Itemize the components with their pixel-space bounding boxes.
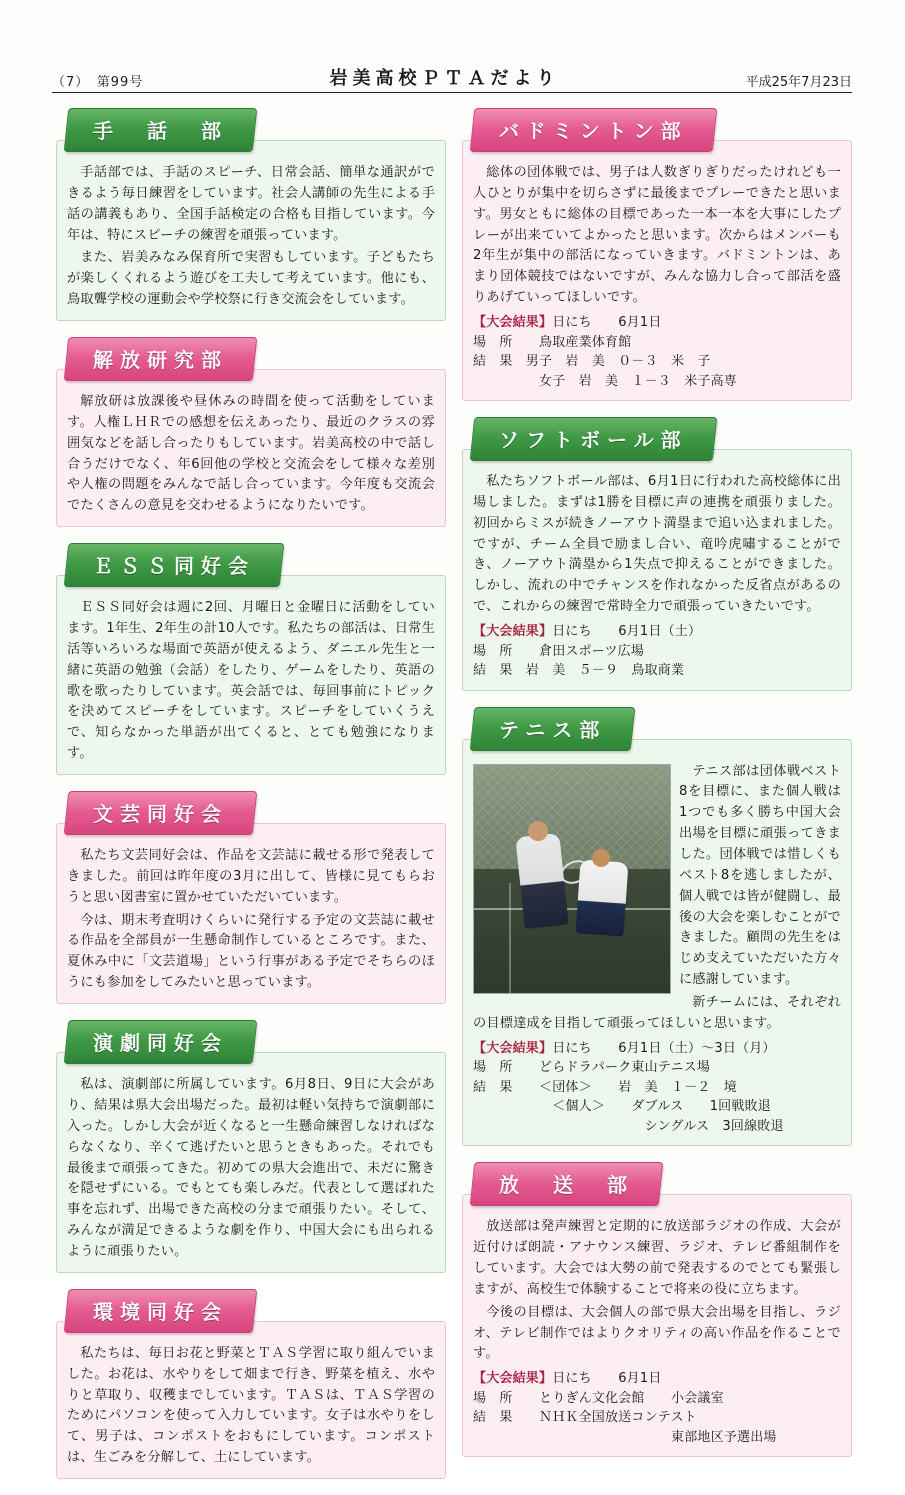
- result-row: 場 所 どらドラパーク東山テニス場: [473, 1060, 711, 1076]
- competition-result: [473, 1369, 841, 1447]
- article-shuwa-bu: [56, 108, 446, 321]
- article-tennis-bu: [462, 707, 852, 1147]
- tennis-match-photo: [473, 764, 671, 994]
- paragraph: 今は、期末考査明けくらいに発行する予定の文芸誌に載せる作品を全部員が一生懸命制作しているところです。また、夏休み中に「文芸道場」という行事がある予定でそちらのほうにも参加をしてみたいと思っています。: [67, 912, 435, 991]
- banner-wrap: [472, 707, 852, 753]
- player-figure: [575, 859, 628, 936]
- banner-wrap: [66, 337, 446, 383]
- banner-wrap: [66, 543, 446, 589]
- result-row: 日にち 6月1日（土）: [552, 624, 702, 640]
- right-column: [462, 108, 852, 1473]
- paragraph: テニス部は団体戦ベスト8を目標に、また個人戦は1つでも多く勝ち中国大会出場を目標に頑張ってきました。団体戦では惜しくもベスト8を逃しましたが、個人戦では皆が健闘し、最後の大会を楽しむことができました。顧問の先生をはじめ支えていただいた方々に感謝しています。: [679, 763, 841, 988]
- banner-wrap: [472, 1162, 852, 1208]
- paragraph: 私たち文芸同好会は、作品を文芸誌に載せる形で発表してきました。前回は昨年度の3月に出して、皆様に見てもらおうと思い図書室に置かせていただいています。: [67, 848, 435, 905]
- result-row: 場 所 とりぎん文化会館 小会議室: [473, 1390, 724, 1406]
- article-engeki-doukoukai: [56, 1020, 446, 1273]
- left-column: [56, 108, 446, 1495]
- article-bungei-doukoukai: [56, 791, 446, 1004]
- article-body: [462, 449, 852, 691]
- article-title-banner: ＥＳＳ同好会: [64, 543, 285, 587]
- result-label: 【大会結果】: [473, 315, 553, 331]
- result-row: 日にち 6月1日: [552, 315, 662, 331]
- court-surface: [474, 869, 670, 992]
- result-row: 東部地区予選出場: [473, 1429, 777, 1445]
- article-title-banner: 手 話 部: [64, 108, 258, 152]
- article-kaihou-kenkyuu-bu: [56, 337, 446, 527]
- article-body: [56, 1052, 446, 1273]
- competition-result: [473, 313, 841, 391]
- result-row: 場 所 鳥取産業体育館: [473, 334, 632, 350]
- banner-wrap: [472, 108, 852, 154]
- paragraph: ＥＳＳ同好会は週に2回、月曜日と金曜日に活動をしています。1年生、2年生の計10人です。私たちの部活は、日常生活等いろいろな場面で英語が使えるよう、ダニエル先生と一緒に英語の勉強（会話）をしたり、ゲームをしたり、英語の歌を歌ったりしています。英会話では、毎回事前にトピックを決めてスピーチをしています。スピーチをしていくうえで、知らなかった単語が出てくると、とても勉強になります。: [67, 600, 435, 762]
- player-head: [592, 849, 610, 867]
- article-body: [56, 823, 446, 1004]
- banner-wrap: [66, 108, 446, 154]
- article-title-banner: 環境同好会: [64, 1289, 258, 1333]
- paragraph: 今後の目標は、大会個人の部で県大会出場を目指し、ラジオ、テレビ制作ではよりクオリティの高い作品を作ることです。: [473, 1304, 841, 1362]
- article-housou-bu: [462, 1162, 852, 1457]
- result-row: 日にち 6月1日: [552, 1371, 662, 1387]
- competition-result: [473, 622, 841, 681]
- paragraph: 私たちは、毎日お花と野菜とＴＡＳ学習に取り組んでいました。お花は、水やりをして畑まで行き、野菜を植え、水やりと草取り、収穫までしています。ＴＡＳは、ＴＡＳ学習のためにパソコンを使って入力しています。女子は水やりをして、男子は、コンポストをおもにしています。コンポストは、生ごみを分解して、土にしています。: [67, 1345, 435, 1466]
- banner-wrap: [66, 791, 446, 837]
- result-row: シングルス 3回線敗退: [473, 1118, 784, 1134]
- result-label: 【大会結果】: [473, 1371, 553, 1387]
- paragraph: また、岩美みなみ保育所で実習もしています。子どもたちが楽しくくれるよう遊びを工夫して考えています。他にも、鳥取聾学校の運動会や学校祭に行き交流会をしています。: [67, 250, 435, 308]
- court-line: [509, 883, 511, 992]
- banner-wrap: [66, 1289, 446, 1335]
- court-line: [474, 908, 670, 910]
- paragraph: 私たちソフトボール部は、6月1日に行われた高校総体に出場しました。まずは1勝を目標に声の連携を頑張りました。初回からミスが続きノーアウト満塁まで追い込まれました。ですが、チーム全員で励まし合い、竜吟虎嘯することができ、ノーアウト満塁から1失点で抑えることができました。しかし、流れの中でチャンスを作れなかった反省点があるので、これからの練習で常時全力で頑張っていきたいです。: [473, 474, 841, 615]
- article-title-banner: 文芸同好会: [64, 791, 258, 835]
- paragraph: 放送部は発声練習と定期的に放送部ラジオの作成、大会が近付けば朗読・アナウンス練習、ラジオ、テレビ番組制作をしています。大会では大勢の前で発表するのでとても緊張しますが、高校生で体験することで将来の役に立ちます。: [473, 1219, 841, 1297]
- result-row: 結 果 ＜団体＞ 岩 美 １－２ 境: [473, 1079, 738, 1095]
- article-title-banner: ソフトボール部: [470, 417, 717, 461]
- paragraph: 手話部では、手話のスピーチ、日常会話、簡単な通訳ができるよう毎日練習をしています。社会人講師の先生による手話の講義もあり、全国手話検定の合格も目指しています。今年は、特にスピーチの練習を頑張っています。: [67, 165, 435, 243]
- article-badminton-bu: [462, 108, 852, 401]
- article-body: [56, 1321, 446, 1479]
- paragraph: 解放研は放課後や昼休みの時間を使って活動をしています。人権ＬＨＲでの感想を伝えあったり、最近のクラスの雰囲気などを話し合ったりもしています。岩美高校の中で話し合うだけでなく、年6回他の学校と交流会をして様々な差別や人権の問題をみんなで話し合っています。今年度も交流会でたくさんの意見を交わせるようになりたいです。: [67, 394, 435, 514]
- article-title-banner: 解放研究部: [64, 337, 258, 381]
- banner-wrap: [66, 1020, 446, 1066]
- article-ess-doukoukai: [56, 543, 446, 775]
- fence-pattern: [474, 765, 670, 870]
- result-row: 場 所 倉田スポーツ広場: [473, 643, 645, 659]
- player-head: [528, 821, 548, 841]
- article-body: [462, 739, 852, 1147]
- result-row: 日にち 6月1日（土）～3日（月）: [552, 1040, 776, 1056]
- page-header: [52, 62, 852, 90]
- result-row: 結 果 ＮＨＫ全国放送コンテスト: [473, 1410, 697, 1426]
- article-body: [462, 1194, 852, 1457]
- header-divider: [52, 92, 852, 93]
- result-row: 結 果 岩 美 ５－９ 鳥取商業: [473, 663, 685, 679]
- article-softball-bu: [462, 417, 852, 691]
- publication-title: 岩美高校ＰＴＡだより: [329, 68, 560, 89]
- paragraph: 新チームには、それぞれの目標達成を目指して頑張ってほしいと思います。: [473, 994, 841, 1031]
- banner-wrap: [472, 417, 852, 463]
- result-row: 結 果 男子 岩 美 ０－３ 米 子: [473, 354, 711, 370]
- result-label: 【大会結果】: [473, 624, 553, 640]
- result-label: 【大会結果】: [473, 1040, 553, 1056]
- competition-result: [473, 1039, 841, 1137]
- result-row: ＜個人＞ ダブルス 1回戦敗退: [473, 1099, 771, 1115]
- article-title-banner: テニス部: [470, 707, 636, 751]
- publication-date: 平成25年7月23日: [745, 75, 852, 90]
- article-body: [56, 575, 446, 775]
- article-title-banner: バドミントン部: [470, 108, 717, 152]
- article-kankyou-doukoukai: [56, 1289, 446, 1479]
- article-body: [462, 140, 852, 401]
- article-body: [56, 140, 446, 321]
- paragraph: 総体の団体戦では、男子は人数ぎりぎりだったけれども一人ひとりが集中を切らさずに最後までプレーできたと思います。男女ともに総体の目標であった一本一本を大事にしたプレーが出来ていてよかったと思います。次からはメンバーも2年生が集中の部活になっていきます。バドミントンは、あまり団体競技ではないですが、みんな協力し合って部活を盛りあげていってほしいです。: [473, 165, 841, 306]
- article-body: [56, 369, 446, 527]
- article-title-banner: 放 送 部: [470, 1162, 664, 1206]
- issue-number: （7） 第99号: [52, 75, 144, 90]
- article-title-banner: 演劇同好会: [64, 1020, 258, 1064]
- result-row: 女子 岩 美 １－３ 米子高専: [473, 373, 738, 389]
- paragraph: 私は、演劇部に所属しています。6月8日、9日に大会があり、結果は県大会出場だった。最初は軽い気持ちで演劇部に入った。しかし大会が近くなると一生懸命練習しなければならなくなり、辛くて逃げたいと思うときもあった。それでも最後まで頑張ってきた。初めての県大会進出で、未だに驚きを隠せずにいる。でもとても楽しみだ。代表として選ばれた事を忘れず、出場できた高校の分まで頑張りたい。そして、みんなが満足できるような劇を作り、中国大会にも出られるように頑張りたい。: [67, 1077, 435, 1259]
